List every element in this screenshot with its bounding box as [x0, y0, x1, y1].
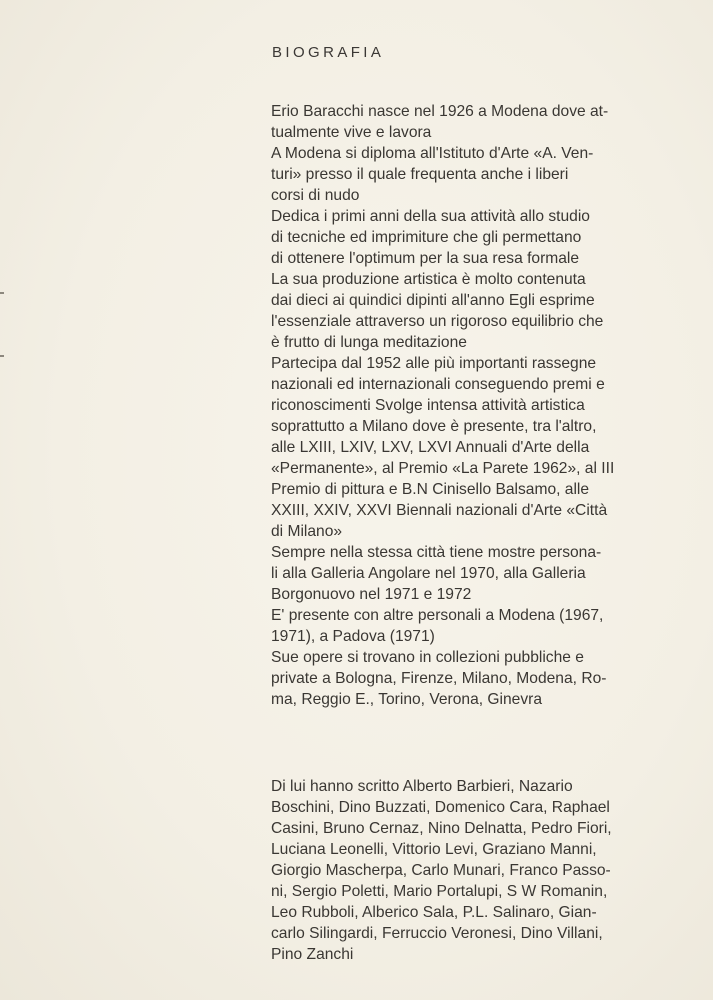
text-line: private a Bologna, Firenze, Milano, Modena, Ro-: [271, 670, 607, 687]
text-line: Borgonuovo nel 1971 e 1972: [271, 586, 472, 603]
text-line: Di lui hanno scritto Alberto Barbieri, Nazario: [271, 778, 573, 795]
text-line: Partecipa dal 1952 alle più importanti rassegne: [271, 355, 597, 372]
section-heading: BIOGRAFIA: [272, 44, 385, 61]
text-line: La sua produzione artistica è molto contenuta: [271, 271, 586, 288]
text-line: riconoscimenti Svolge intensa attività artistica: [271, 397, 585, 414]
text-line: alle LXIII, LXIV, LXV, LXVI Annuali d'Arte della: [271, 439, 590, 456]
text-line: tualmente vive e lavora: [271, 124, 432, 141]
text-line: Giorgio Mascherpa, Carlo Munari, Franco Passo-: [271, 862, 611, 879]
text-line: «Permanente», al Premio «La Parete 1962», al III: [271, 460, 615, 477]
text-line: Pino Zanchi: [271, 946, 354, 963]
biography-text: [271, 101, 701, 710]
text-line: turi» presso il quale frequenta anche i liberi: [271, 166, 569, 183]
text-line: nazionali ed internazionali conseguendo premi e: [271, 376, 605, 393]
written-by-text: [271, 776, 701, 965]
left-edge-mark: [0, 292, 4, 294]
text-line: Leo Rubboli, Alberico Sala, P.L. Salinaro, Gian-: [271, 904, 597, 921]
text-line: di ottenere l'optimum per la sua resa formale: [271, 250, 580, 267]
text-line: l'essenziale attraverso un rigoroso equilibrio che: [271, 313, 604, 330]
text-line: corsi di nudo: [271, 187, 360, 204]
text-line: è frutto di lunga meditazione: [271, 334, 467, 351]
text-line: di tecniche ed imprimiture che gli permettano: [271, 229, 582, 246]
text-line: 1971), a Padova (1971): [271, 628, 435, 645]
text-line: li alla Galleria Angolare nel 1970, alla Galleria: [271, 565, 586, 582]
text-line: Erio Baracchi nasce nel 1926 a Modena dove at-: [271, 103, 609, 120]
text-line: Dedica i primi anni della sua attività allo studio: [271, 208, 590, 225]
text-line: A Modena si diploma all'Istituto d'Arte «A. Ven-: [271, 145, 594, 162]
text-line: E' presente con altre personali a Modena (1967,: [271, 607, 604, 624]
text-line: carlo Silingardi, Ferruccio Veronesi, Dino Villani,: [271, 925, 603, 942]
text-line: Sue opere si trovano in collezioni pubbliche e: [271, 649, 584, 666]
text-line: Premio di pittura e B.N Cinisello Balsamo, alle: [271, 481, 590, 498]
text-line: Luciana Leonelli, Vittorio Levi, Graziano Manni,: [271, 841, 597, 858]
text-line: dai dieci ai quindici dipinti all'anno Egli esprime: [271, 292, 595, 309]
text-line: di Milano»: [271, 523, 343, 540]
text-line: ma, Reggio E., Torino, Verona, Ginevra: [271, 691, 543, 708]
text-line: soprattutto a Milano dove è presente, tra l'altro,: [271, 418, 597, 435]
text-line: ni, Sergio Poletti, Mario Portalupi, S W Romanin,: [271, 883, 608, 900]
text-line: XXIII, XXIV, XXVI Biennali nazionali d'Arte «Città: [271, 502, 608, 519]
left-edge-mark: [0, 355, 4, 357]
text-line: Boschini, Dino Buzzati, Domenico Cara, Raphael: [271, 799, 610, 816]
text-line: Casini, Bruno Cernaz, Nino Delnatta, Pedro Fiori,: [271, 820, 612, 837]
text-line: Sempre nella stessa città tiene mostre persona-: [271, 544, 602, 561]
